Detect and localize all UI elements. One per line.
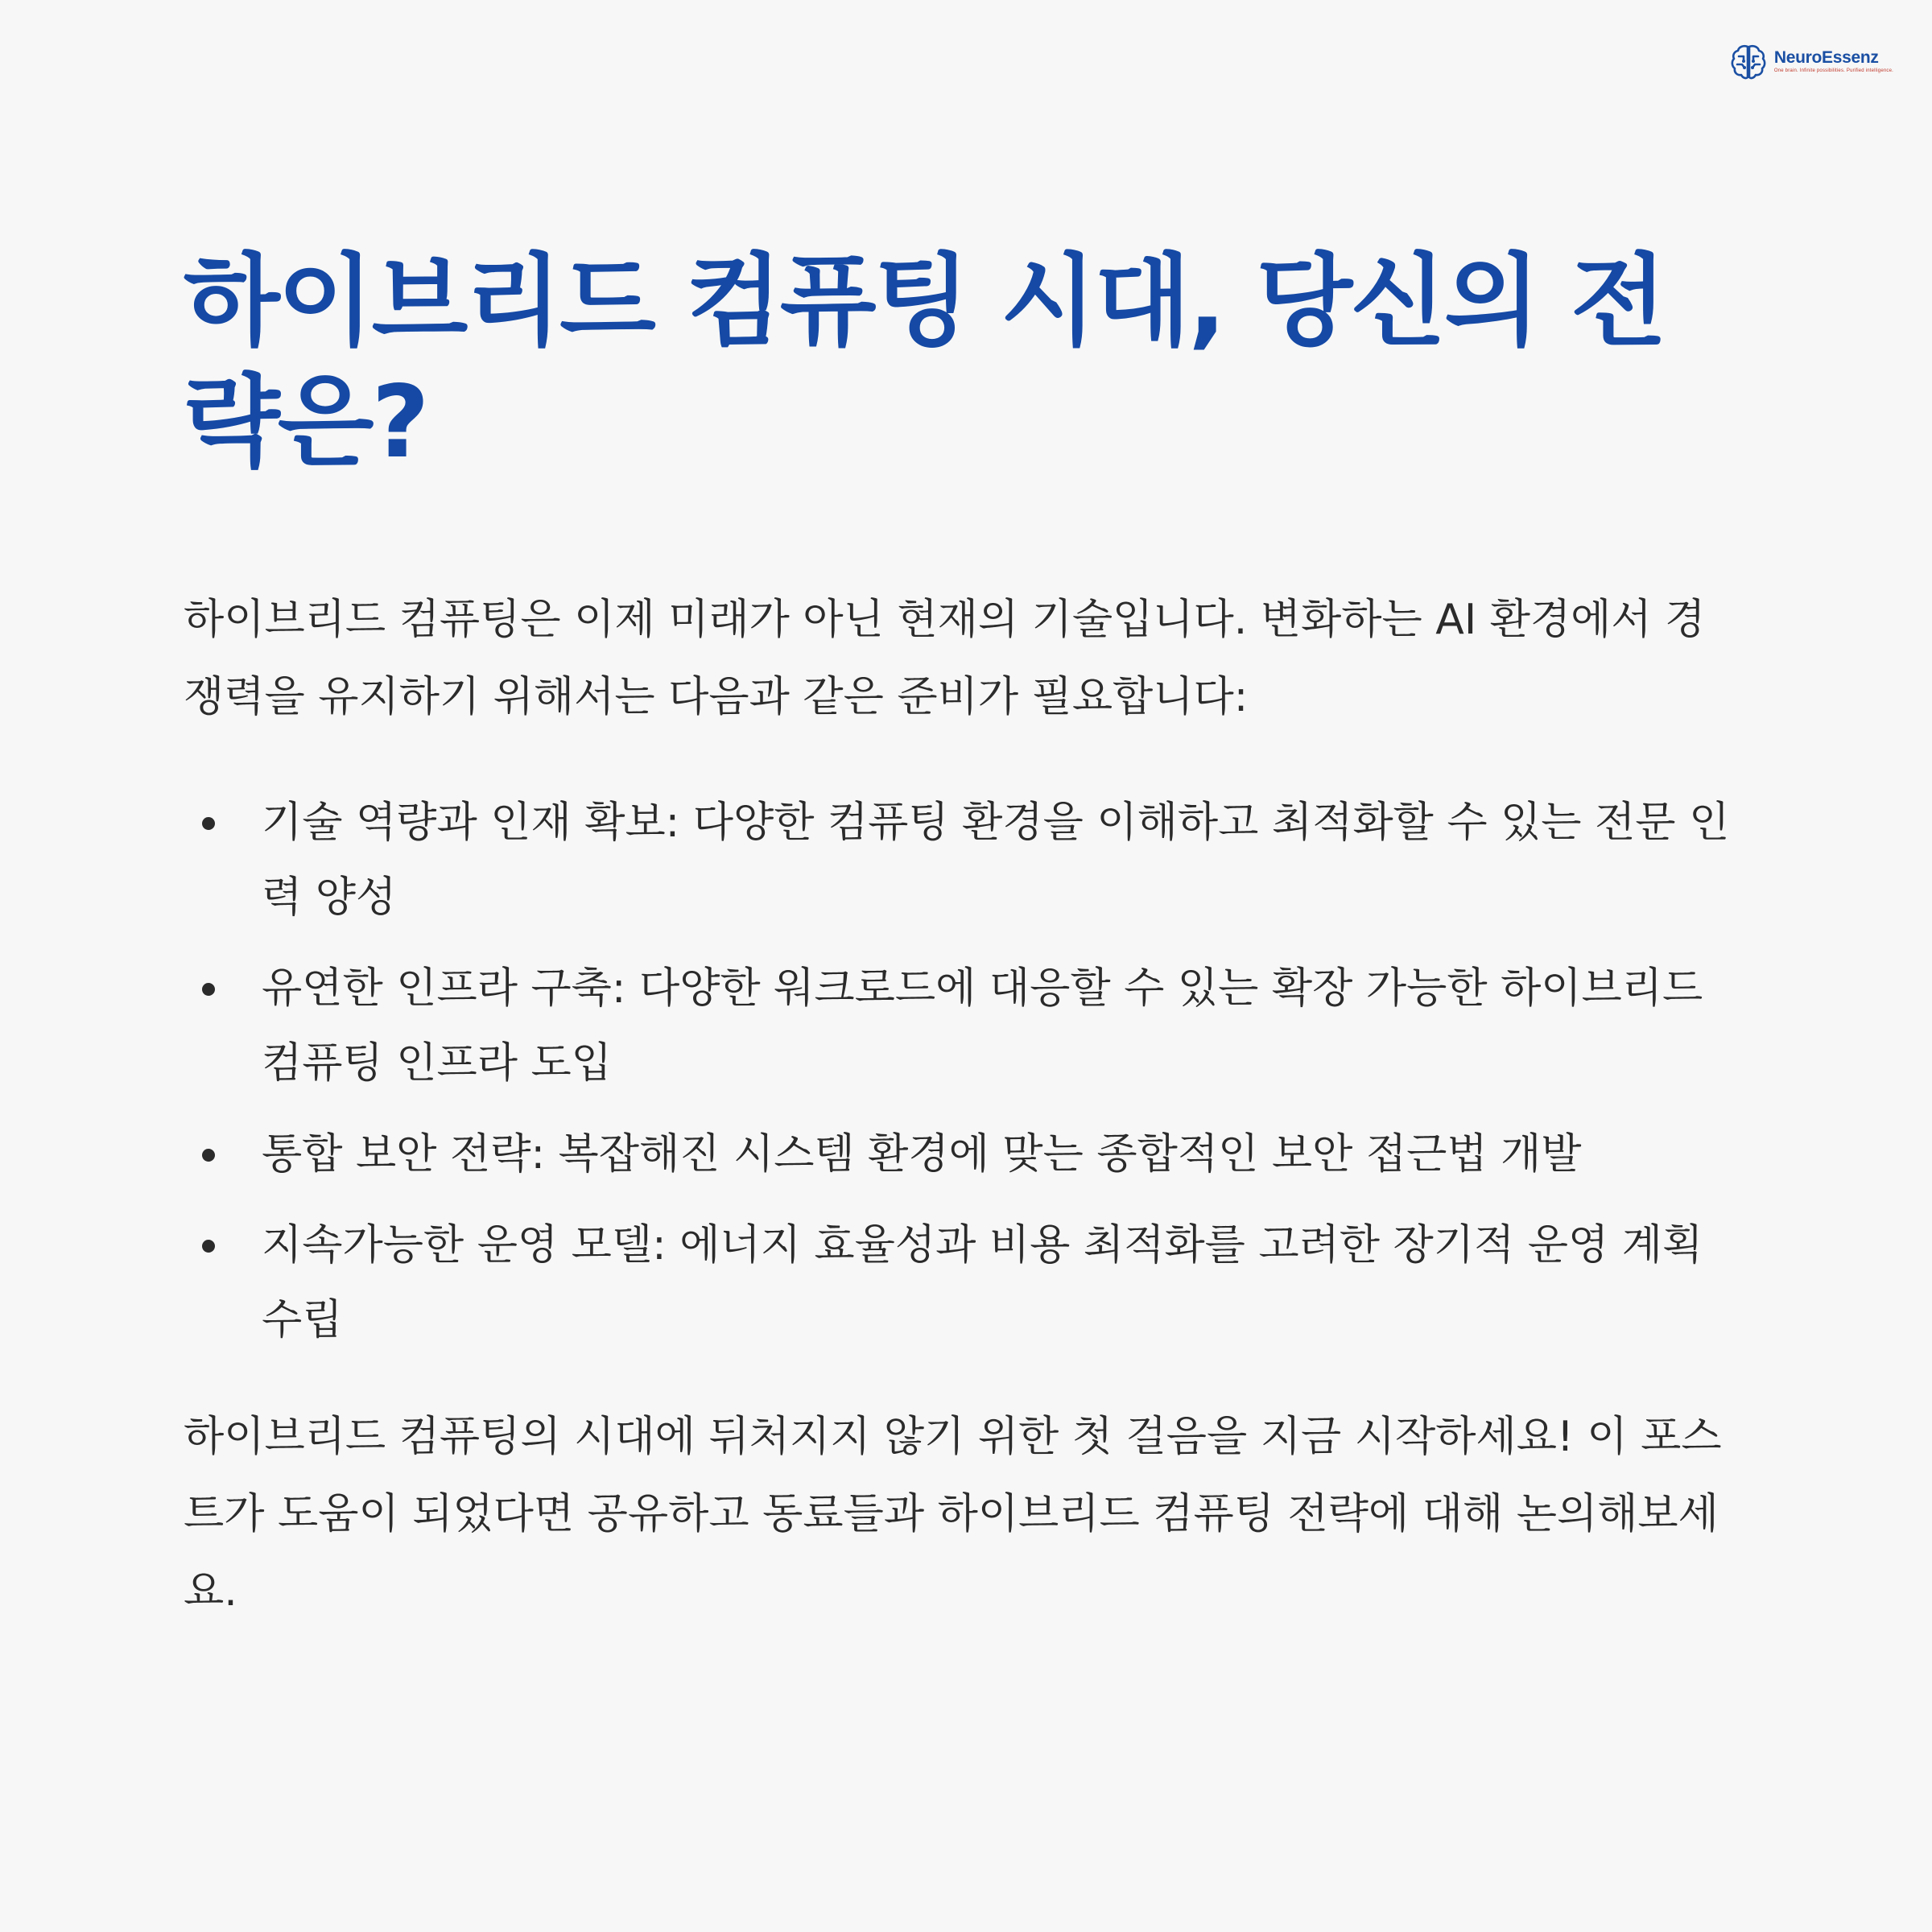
- post-title: 하이브리드 컴퓨팅 시대, 당신의 전략은?: [184, 244, 1665, 481]
- list-item: [184, 1117, 1743, 1192]
- list-item: [184, 952, 1743, 1101]
- bullet-dot-icon: [202, 983, 215, 996]
- bullet-dot-icon: [202, 1149, 215, 1162]
- brain-icon: [1729, 42, 1768, 80]
- strategy-list: [184, 786, 1761, 1358]
- list-item-text: 기술 역량과 인재 확보: 다양한 컴퓨팅 환경을 이해하고 최적화할 수 있는 전문 인력 양성: [262, 799, 1730, 922]
- post-content: [184, 242, 1761, 1630]
- list-item: [184, 786, 1743, 935]
- list-item-text: 지속가능한 운영 모델: 에너지 효율성과 비용 최적화를 고려한 장기적 운영 계획 수립: [262, 1221, 1703, 1344]
- brand-logo: [1729, 42, 1893, 80]
- list-item-text: 통합 보안 전략: 복잡해진 시스템 환경에 맞는 종합적인 보안 접근법 개발: [262, 1130, 1582, 1179]
- brand-tagline: One brain. Infinite possibilities. Purified intelligence.: [1773, 68, 1893, 73]
- brand-name: NeuroEssenz: [1773, 48, 1879, 67]
- intro-paragraph: 하이브리드 컴퓨팅은 이제 미래가 아닌 현재의 기술입니다. 변화하는 AI 환경에서 경쟁력을 유지하기 위해서는 다음과 같은 준비가 필요합니다:: [184, 596, 1706, 721]
- closing-paragraph: 하이브리드 컴퓨팅의 시대에 뒤처지지 않기 위한 첫 걸음을 지금 시작하세요! 이 포스트가 도움이 되었다면 공유하고 동료들과 하이브리드 컴퓨팅 전략에 대해 논의해보세요.: [184, 1413, 1722, 1616]
- list-item: [184, 1208, 1743, 1358]
- brand-text: [1774, 48, 1893, 74]
- bullet-dot-icon: [202, 1240, 215, 1253]
- bullet-dot-icon: [202, 817, 215, 830]
- list-item-text: 유연한 인프라 구축: 다양한 워크로드에 대응할 수 있는 확장 가능한 하이브리드 컴퓨팅 인프라 도입: [262, 964, 1703, 1088]
